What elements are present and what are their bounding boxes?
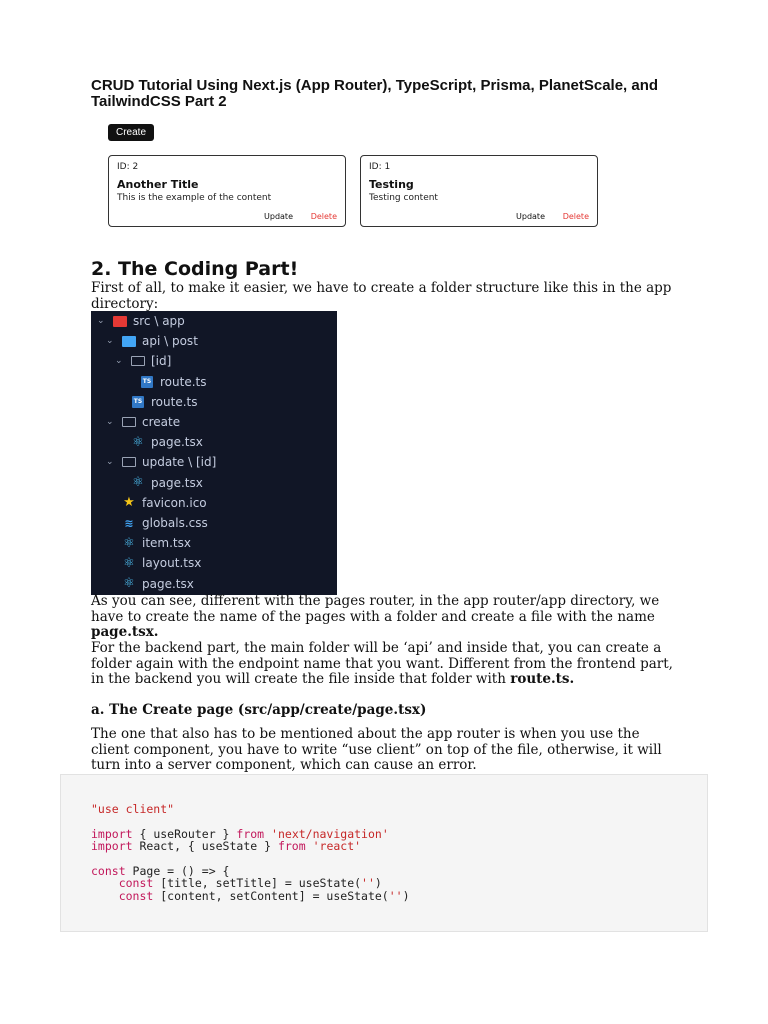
chevron-down-icon: ⌄ [115, 356, 123, 367]
chevron-down-icon: ⌄ [106, 336, 114, 347]
src-folder-icon [113, 314, 127, 328]
tree-item-label: route.ts [151, 394, 198, 409]
tree-item [106, 574, 194, 594]
post-content: Testing content [369, 193, 438, 203]
tree-item [106, 533, 191, 553]
chevron-down-icon: ⌄ [97, 316, 105, 326]
post-content: This is the example of the content [117, 193, 272, 203]
tree-item-label: page.tsx [151, 435, 203, 450]
post-title: Another Title [117, 178, 199, 191]
tree-item-label: src \ app [133, 314, 185, 328]
typescript-file-icon: TS [140, 375, 154, 389]
folder-structure-screenshot [91, 311, 337, 595]
tree-item-label: route.ts [160, 374, 207, 389]
tree-item [97, 311, 185, 331]
star-icon: ★ [123, 495, 135, 511]
react-file-icon: ⚛ [123, 535, 135, 551]
chevron-down-icon: ⌄ [106, 417, 114, 427]
bold-filename: route.ts. [510, 671, 575, 687]
folder-icon [122, 415, 136, 429]
api-folder-icon [122, 334, 136, 348]
intro-paragraph: First of all, to make it easier, we have to create a folder structure like this in the app directory: [91, 280, 672, 312]
chevron-down-icon: ⌄ [106, 457, 114, 468]
tree-item-label: update \ [id] [142, 455, 217, 470]
post-title: Testing [369, 178, 414, 191]
article-title: CRUD Tutorial Using Next.js (App Router), TypeScript, Prisma, PlanetScale, and TailwindCSS Part 2 [91, 77, 659, 110]
tree-item [115, 432, 203, 452]
tree-item [106, 553, 201, 573]
post-card [360, 155, 598, 227]
tree-item-label: [id] [151, 354, 172, 369]
update-button[interactable]: Update [264, 212, 293, 221]
tree-item [124, 372, 206, 392]
react-file-icon: ⚛ [123, 576, 135, 592]
react-file-icon: ⚛ [132, 475, 144, 491]
code-block [60, 774, 708, 932]
tree-item-label: layout.tsx [142, 556, 202, 571]
use-client-paragraph: The one that also has to be mentioned about the app router is when you use the client component, you have to write “use client” on top of the file, otherwise, it will turn into a server component, which can cause an error. [91, 726, 662, 773]
update-button[interactable]: Update [516, 212, 545, 221]
typescript-file-icon: TS [131, 395, 145, 409]
delete-button[interactable]: Delete [562, 212, 589, 221]
tree-item [106, 331, 198, 351]
subsection-heading: a. The Create page (src/app/create/page.tsx) [91, 702, 427, 718]
code-text: "use client" import { useRouter } from 'next/navigation' import React, { useState } from 'react' const Page = () => { const [title, setTitle] = useState('') const [content, setContent] = useState('') [91, 802, 410, 903]
tree-item [106, 452, 216, 472]
tree-item-label: favicon.ico [142, 495, 207, 510]
create-button[interactable]: Create [108, 124, 154, 141]
folder-icon [122, 455, 136, 469]
tree-item [115, 351, 171, 371]
tree-item [106, 513, 208, 533]
tree-item-label: api \ post [142, 334, 198, 349]
css-file-icon: ≋ [124, 516, 134, 530]
tree-item [106, 412, 180, 432]
folder-icon [131, 354, 145, 368]
backend-paragraph: For the backend part, the main folder will be ‘api’ and inside that, you can create a folder again with the endpoint name that you want. Different from the frontend part, in the backend you will create the file inside that folder with route.ts. [91, 640, 673, 687]
tree-item-label: page.tsx [142, 576, 194, 591]
app-preview-screenshot [100, 120, 620, 240]
tree-item [115, 392, 197, 412]
post-id: ID: 2 [117, 162, 139, 172]
bold-filename: page.tsx. [91, 624, 159, 640]
section-heading: 2. The Coding Part! [91, 258, 299, 280]
tree-item-label: item.tsx [142, 536, 191, 551]
tree-item [106, 493, 207, 513]
tree-item-label: create [142, 415, 181, 429]
tree-item-label: globals.css [142, 516, 208, 530]
react-file-icon: ⚛ [132, 434, 144, 450]
post-id: ID: 1 [369, 162, 391, 172]
pages-router-paragraph: As you can see, different with the pages router, in the app router/app directory, we have to create the name of the pages with a folder and create a file with the name page.tsx. [91, 593, 660, 640]
tree-item-label: page.tsx [151, 475, 203, 490]
tree-item [115, 473, 203, 493]
post-card [108, 155, 346, 227]
delete-button[interactable]: Delete [310, 212, 337, 221]
react-file-icon: ⚛ [123, 555, 135, 571]
